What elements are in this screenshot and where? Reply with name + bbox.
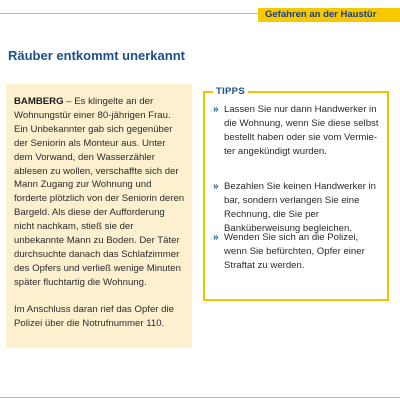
tip-item <box>213 180 379 236</box>
tip-text: Lassen Sie nur dann Handwerker in die Wohnung, wenn Sie diese selbst bestellt haben oder sie vom Vermieter angekündigt wurden. <box>224 104 379 157</box>
story-box <box>6 84 192 348</box>
story-paragraph-1 <box>14 95 185 290</box>
tip-text: Bezahlen Sie keinen Handwerker in bar, sondern verlangen Sie eine Rechnung, die Sie per Banküberweisung begleichen. <box>224 181 376 234</box>
chevron-right-icon: » <box>213 232 219 243</box>
tip-text: Wenden Sie sich an die Polizei, wenn Sie befürchten, Opfer einer Straftat zu werden. <box>224 232 365 271</box>
dateline: BAMBERG <box>14 96 64 107</box>
tip-item <box>213 231 379 273</box>
chevron-right-icon: » <box>213 181 219 192</box>
story-paragraph-2: Im Anschluss daran rief das Opfer die Polizei über die Notrufnummer 110. <box>14 304 174 330</box>
section-tag: Gefahren an der Haustür <box>258 8 400 22</box>
article-headline: Räuber entkommt unerkannt <box>8 48 185 63</box>
story-text-1: – Es klingelte an der Wohnungstür einer 80-jährigen Frau. Ein Unbekannter gab sich gegenüber der Seniorin als Monteur aus. Unter dem Vorwand, den Wasserzähler ablesen zu wollen, verschaffte sich der Mann Zugang zur Wohnung und forderte plötzlich von der Seniorin deren Bargeld. Als diese der Aufforderung nicht nachkam, stieß sie der unbekannte Mann zu Boden. Der Täter durchsuchte danach das Schlafzimmer des Opfers und verließ wenige Minuten später fluchtartig die Wohnung. <box>14 96 185 288</box>
bottom-rule <box>0 397 400 398</box>
tip-item <box>213 103 379 159</box>
chevron-right-icon: » <box>213 104 219 115</box>
tips-heading: TIPPS <box>213 86 248 98</box>
tips-box <box>203 86 389 301</box>
